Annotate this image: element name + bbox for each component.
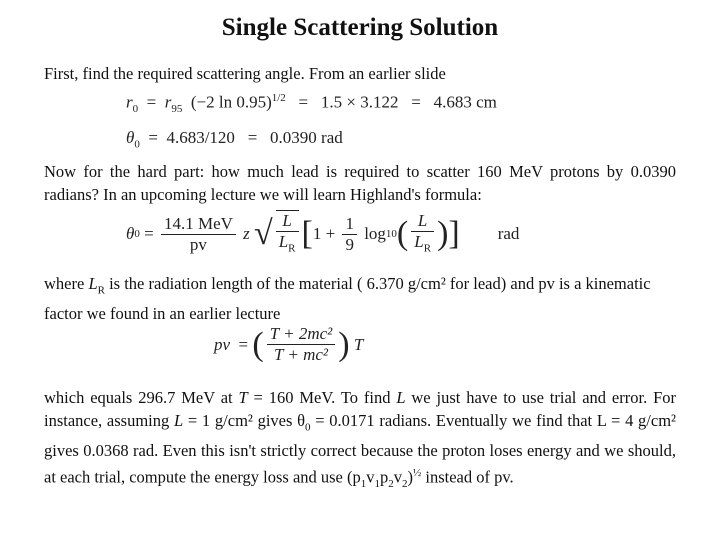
- angle-equation: $\theta_0 = 4.683/120$ = 0.0390 rad: [126, 128, 343, 151]
- trial-error-text: which equals 296.7 MeV at T = 160 MeV. To find L we just have to use trial and error. For instance, assuming L = 1 g/cm² gives $\theta_0 = 0.0171$ radians. Eventually we find that L = 4 g/cm² gives 0.0368 rad. Even this isn't strictly correct because the proton loses energy and we should, at each trial, compute the energy loss and use $(p_1v_1p_2v_2)^{\frac{1}{2}}$ instead of pv.: [44, 388, 677, 491]
- length-ratio: $\frac{L}{L_R}$: [276, 210, 299, 258]
- pv-equation: pv = ( $\frac{\text{T + 2mc²}}{\text{T + mc²}}$ ) T: [214, 324, 364, 364]
- problem-text: Now for the hard part: how much lead is required to scatter 160 MeV protons by 0.0390 radians? In an upcoming lecture we will learn Highland's formula:: [44, 162, 676, 204]
- radius-equation: $r_0 = r_{95}$ (−2 ln 0.95)$^{1/2}$ = 1.5 × 3.122 = 4.683 cm: [126, 92, 497, 116]
- radiation-length-text: where $L_R$ is the radiation length of the material ( 6.370 g/cm² for lead) and pv is a kinematic factor we found in an earlier lecture: [44, 274, 651, 324]
- ninth-fraction: $\frac{1}{9}$: [342, 214, 357, 255]
- log-argument: $\frac{L}{L_R}$: [411, 211, 434, 258]
- slide-title: Single Scattering Solution: [221, 14, 499, 41]
- sqrt-sign: √: [254, 215, 273, 253]
- momentum-fraction: $\frac{\text{14.1 MeV}}{pv}$: [161, 214, 236, 255]
- kinematic-fraction: $\frac{\text{T + 2mc²}}{\text{T + mc²}}$: [267, 324, 336, 365]
- highland-formula: θ 0 = $\frac{\text{14.1 MeV}}{pv}$ z √ $\frac{L}{L_R}$ [ 1 + $\frac{1}{9}$ log 10 ( $\frac{L}{L_R}$ ) ] rad: [126, 210, 519, 258]
- intro-text: First, find the required scattering angle. From an earlier slide: [44, 64, 446, 83]
